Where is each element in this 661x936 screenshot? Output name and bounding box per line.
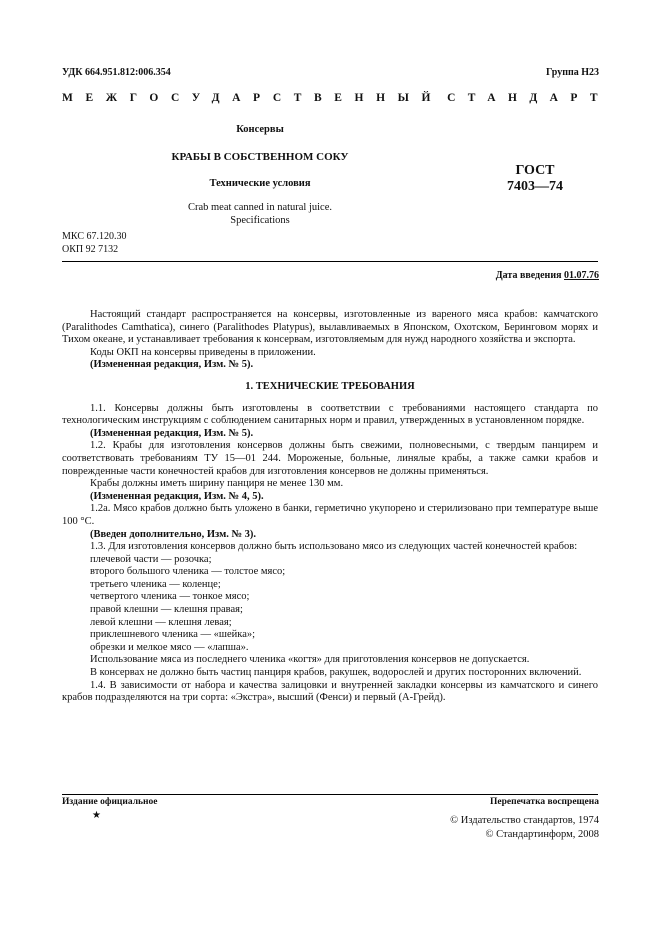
list-item: приклешневого членика — «шейка»; — [90, 629, 256, 641]
paragraph-1-2a: 1.2а. Мясо крабов должно быть уложено в банки, герметично укупорено и стерилизовано при температуре выше 100 °С. — [62, 503, 598, 527]
document-body — [62, 309, 598, 705]
english-title-line1: Crab meat canned in natural juice. — [187, 202, 333, 213]
list-item: обрезки и мелкое мясо — «лапша». — [90, 641, 249, 653]
group-code: Группа Н23 — [546, 67, 599, 78]
standard-word-standard: СТАНДАРТ — [447, 92, 610, 104]
list-item: левой клешни — клешня левая; — [90, 616, 232, 628]
category-label: Консервы — [236, 124, 284, 135]
amendment-note: (Измененная редакция, Изм. № 5). — [90, 359, 254, 371]
document-title: КРАБЫ В СОБСТВЕННОМ СОКУ — [171, 151, 349, 163]
paragraph-1-2: 1.2. Крабы для изготовления консервов должны быть свежими, полновесными, с твердым панцирем и соответствовать требованиям ТУ 15—01 244. Мороженые, больные, линялые крабы, а также самки крабов и поврежденные части конечностей крабов для изготовления консервов не должны применяться. — [62, 440, 598, 477]
paragraph-foreign-matter: В консервах не должно быть частиц панциря крабов, ракушек, водорослей и других посторонних включений. — [90, 667, 582, 679]
classification-codes — [62, 230, 126, 256]
amendment-note: (Измененная редакция, Изм. № 5). — [90, 427, 254, 439]
official-edition-label: Издание официальное — [62, 797, 158, 807]
list-item: третьего членика — коленце; — [90, 578, 221, 590]
paragraph-1-1: 1.1. Консервы должны быть изготовлены в соответствии с требованиями настоящего стандарта по технологическим инструкциям с соблюдением санитарных норм и правил, утвержденных в установленном порядке. — [62, 402, 598, 427]
introduction-date-value: 01.07.76 — [564, 270, 599, 281]
paragraph-1-3: 1.3. Для изготовления консервов должно быть использовано мясо из следующих частей конечностей крабов: — [90, 541, 578, 553]
star-icon: ★ — [92, 810, 101, 821]
copyright-line-2008: © Стандартинформ, 2008 — [485, 829, 599, 840]
english-title — [62, 201, 458, 227]
paragraph-1-4: 1.4. В зависимости от набора и качества залицовки и внутренней закладки консервы из камчатского и синего крабов подразделяются на три сорта: «Экстра», высший (Фенси) и первый (А-Грейд). — [62, 679, 598, 704]
section-heading: 1. ТЕХНИЧЕСКИЕ ТРЕБОВАНИЯ — [245, 380, 415, 392]
gost-label: ГОСТ — [515, 163, 555, 178]
introduction-date — [496, 270, 599, 281]
footer-divider — [62, 794, 598, 795]
copyright-line-1974: © Издательство стандартов, 1974 — [450, 815, 599, 826]
list-item: четвертого членика — тонкое мясо; — [90, 591, 250, 603]
list-item: правой клешни — клешня правая; — [90, 604, 243, 616]
introduction-date-label: Дата введения — [495, 270, 562, 281]
copyright-block — [450, 814, 599, 842]
mks-code: МКС 67.120.30 — [62, 231, 127, 242]
list-item: второго большого членика — толстое мясо; — [90, 566, 286, 578]
paragraph-intro: Настоящий стандарт распространяется на консервы, изготовленные из вареного мяса крабов: камчатского (Paralithodes Camthatica), синего (Paralithodes Platypus), вылавливаемых в Японском, Охотском, Беринговом морях и Тихом океане, и устанавливает требования к консервам, изготовляемым для нужд народного хозяйства и экспорта. — [62, 309, 598, 346]
header-divider — [62, 261, 598, 262]
paragraph-claw-restriction: Использование мяса из последнего членика «когтя» для приготовления консервов не допускается. — [90, 654, 530, 666]
amendment-note: (Введен дополнительно, Изм. № 3). — [90, 528, 257, 540]
gost-number: 7403—74 — [507, 179, 563, 194]
reprint-prohibited-label: Перепечатка воспрещена — [489, 797, 599, 807]
list-item: плечевой части — розочка; — [90, 553, 212, 565]
document-subtitle: Технические условия — [209, 178, 311, 189]
amendment-note: (Измененная редакция, Изм. № 4, 5). — [90, 490, 264, 502]
paragraph-1-2-width: Крабы должны иметь ширину панциря не менее 130 мм. — [90, 478, 344, 490]
gost-designation — [470, 163, 600, 195]
udk-code: УДК 664.951.812:006.354 — [62, 67, 171, 78]
paragraph-okp-codes: Коды ОКП на консервы приведены в приложении. — [90, 346, 316, 358]
english-title-line2: Specifications — [230, 215, 290, 226]
standard-word-interstate: МЕЖГОСУДАРСТВЕННЫЙ — [62, 92, 444, 104]
okp-code: ОКП 92 7132 — [62, 244, 119, 255]
